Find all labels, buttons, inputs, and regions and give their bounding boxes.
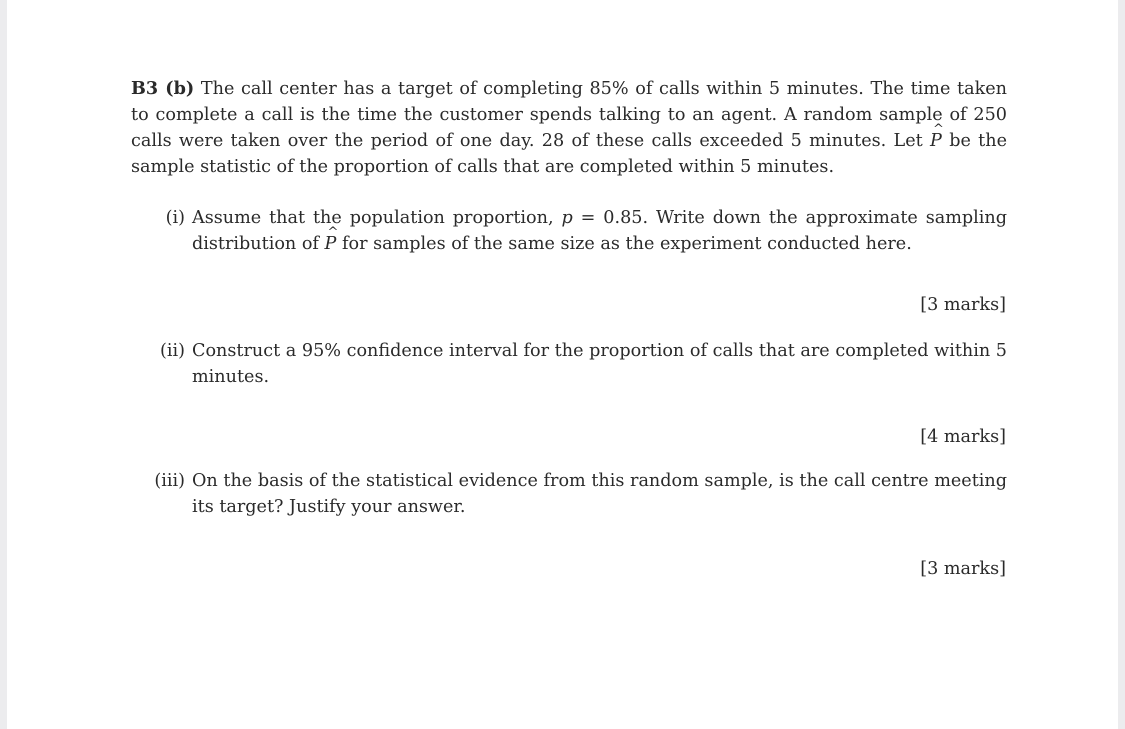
part-ii-number: (ii) <box>160 341 185 361</box>
part-i-number: (i) <box>165 208 185 228</box>
question-label: B3 (b) <box>131 78 195 99</box>
part-i-text-a: Assume that the population proportion, <box>192 208 554 228</box>
part-i-text <box>192 205 1007 257</box>
part-i-text-c: for samples of the same size as the experiment conducted here. <box>341 234 912 254</box>
exam-page <box>7 0 1118 729</box>
part-ii <box>137 338 1007 390</box>
p-hat-symbol: ^ P <box>930 128 942 154</box>
intro-text-b: be the sample statistic of the proportion of calls that are completed within 5 minutes. <box>131 131 1007 177</box>
part-iii-number: (iii) <box>154 471 185 491</box>
p-variable: p <box>561 208 573 228</box>
question-intro <box>131 76 1007 180</box>
part-iii-text: On the basis of the statistical evidence from this random sample, is the call centre meeting its target? Justify your answer. <box>192 471 1007 517</box>
part-iii-marks: [3 marks] <box>920 559 1006 579</box>
part-ii-text: Construct a 95% confidence interval for the proportion of calls that are completed within 5 minutes. <box>192 341 1007 387</box>
part-i-marks: [3 marks] <box>920 295 1006 315</box>
part-iii <box>137 468 1007 520</box>
part-i-text-b: = 0.85. Write down the approximate sampling distribution of <box>192 208 1008 254</box>
intro-text-a: The call center has a target of completing 85% of calls within 5 minutes. The time taken to complete a call is the time the customer spends talking to an agent. A random sample of 250 calls were taken over the period of one day. 28 of these calls exceeded 5 minutes. Let <box>131 79 1008 151</box>
p-hat-symbol: ^ P <box>325 231 337 257</box>
part-i <box>137 205 1007 257</box>
part-ii-marks: [4 marks] <box>920 427 1006 447</box>
